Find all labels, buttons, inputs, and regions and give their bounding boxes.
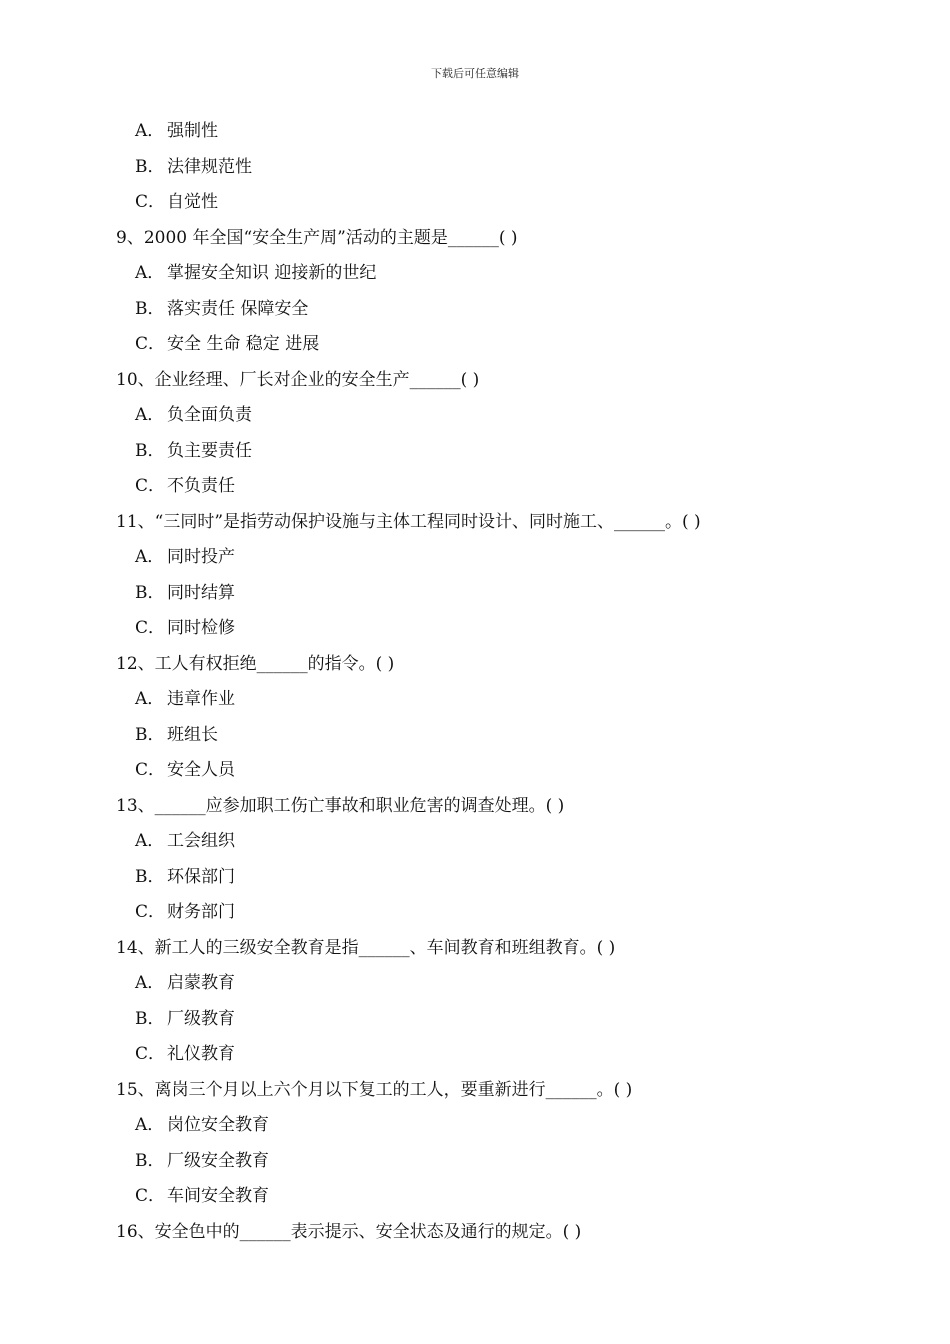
option-text: 安全人员	[167, 760, 235, 780]
option-label: C．	[135, 192, 166, 212]
question-12: 12、工人有权拒绝______的指令。( )	[116, 653, 395, 674]
option-line	[116, 469, 836, 505]
option-line	[116, 398, 836, 434]
option-line	[116, 1144, 836, 1180]
option-line	[116, 292, 836, 328]
question-9: 9、2000 年全国“安全生产周”活动的主题是______( )	[116, 227, 518, 248]
option-text: 厂级安全教育	[167, 1150, 269, 1171]
option-text: 车间安全教育	[167, 1186, 269, 1206]
option-text: 同时结算	[167, 582, 235, 603]
option-line	[116, 540, 836, 576]
option-text: 负全面负责	[167, 405, 252, 425]
option-text: 厂级教育	[167, 1008, 235, 1029]
document-body	[116, 114, 836, 1250]
option-label: C．	[135, 476, 166, 496]
option-label: C．	[135, 1044, 166, 1064]
option-text: 同时投产	[167, 547, 235, 567]
option-label: A．	[135, 121, 165, 141]
option-text: 负主要责任	[167, 440, 252, 461]
option-text: 岗位安全教育	[167, 1115, 269, 1135]
option-text: 自觉性	[167, 192, 218, 212]
option-line	[116, 1179, 836, 1215]
option-line	[116, 185, 836, 221]
option-text: 礼仪教育	[167, 1044, 235, 1064]
option-line	[116, 576, 836, 612]
option-line	[116, 1037, 836, 1073]
option-line	[116, 824, 836, 860]
option-label: A．	[135, 263, 165, 283]
option-line	[116, 895, 836, 931]
option-label: B．	[135, 440, 165, 461]
question-16: 16、安全色中的______表示提示、安全状态及通行的规定。( )	[116, 1221, 582, 1242]
option-line	[116, 753, 836, 789]
option-line	[116, 434, 836, 470]
option-text: 不负责任	[167, 476, 235, 496]
option-line	[116, 860, 836, 896]
option-label: B．	[135, 156, 165, 177]
option-line	[116, 256, 836, 292]
option-text: 工会组织	[167, 831, 235, 851]
option-label: B．	[135, 1150, 165, 1171]
option-text: 落实责任 保障安全	[167, 298, 309, 319]
question-15: 15、离岗三个月以上六个月以下复工的工人，要重新进行______。( )	[116, 1079, 633, 1100]
option-label: A．	[135, 547, 165, 567]
option-line	[116, 682, 836, 718]
option-line	[116, 718, 836, 754]
option-text: 违章作业	[167, 689, 235, 709]
option-label: B．	[135, 724, 165, 745]
option-text: 安全 生命 稳定 进展	[167, 334, 320, 354]
option-label: B．	[135, 1008, 165, 1029]
option-label: B．	[135, 298, 165, 319]
option-label: C．	[135, 618, 166, 638]
question-11: 11、“三同时”是指劳动保护设施与主体工程同时设计、同时施工、______。( )	[116, 511, 701, 532]
question-10: 10、企业经理、厂长对企业的安全生产______( )	[116, 369, 480, 390]
option-label: A．	[135, 405, 165, 425]
option-label: A．	[135, 831, 165, 851]
option-line	[116, 966, 836, 1002]
option-label: C．	[135, 1186, 166, 1206]
option-label: C．	[135, 902, 166, 922]
option-label: A．	[135, 689, 165, 709]
option-text: 环保部门	[167, 866, 235, 887]
option-line	[116, 150, 836, 186]
option-line	[116, 114, 836, 150]
option-text: 财务部门	[167, 902, 235, 922]
option-text: 班组长	[167, 724, 218, 745]
option-label: A．	[135, 973, 165, 993]
option-text: 强制性	[167, 121, 218, 141]
question-14: 14、新工人的三级安全教育是指______、车间教育和班组教育。( )	[116, 937, 616, 958]
option-label: A．	[135, 1115, 165, 1135]
option-label: C．	[135, 760, 166, 780]
option-text: 启蒙教育	[167, 973, 235, 993]
option-label: B．	[135, 582, 165, 603]
option-line	[116, 327, 836, 363]
option-line	[116, 611, 836, 647]
option-text: 掌握安全知识 迎接新的世纪	[167, 263, 377, 283]
option-label: C．	[135, 334, 166, 354]
option-line	[116, 1002, 836, 1038]
page-header: 下载后可任意编辑	[431, 67, 519, 80]
option-text: 同时检修	[167, 618, 235, 638]
option-line	[116, 1108, 836, 1144]
option-text: 法律规范性	[167, 156, 252, 177]
option-label: B．	[135, 866, 165, 887]
question-13: 13、______应参加职工伤亡事故和职业危害的调查处理。( )	[116, 795, 565, 816]
